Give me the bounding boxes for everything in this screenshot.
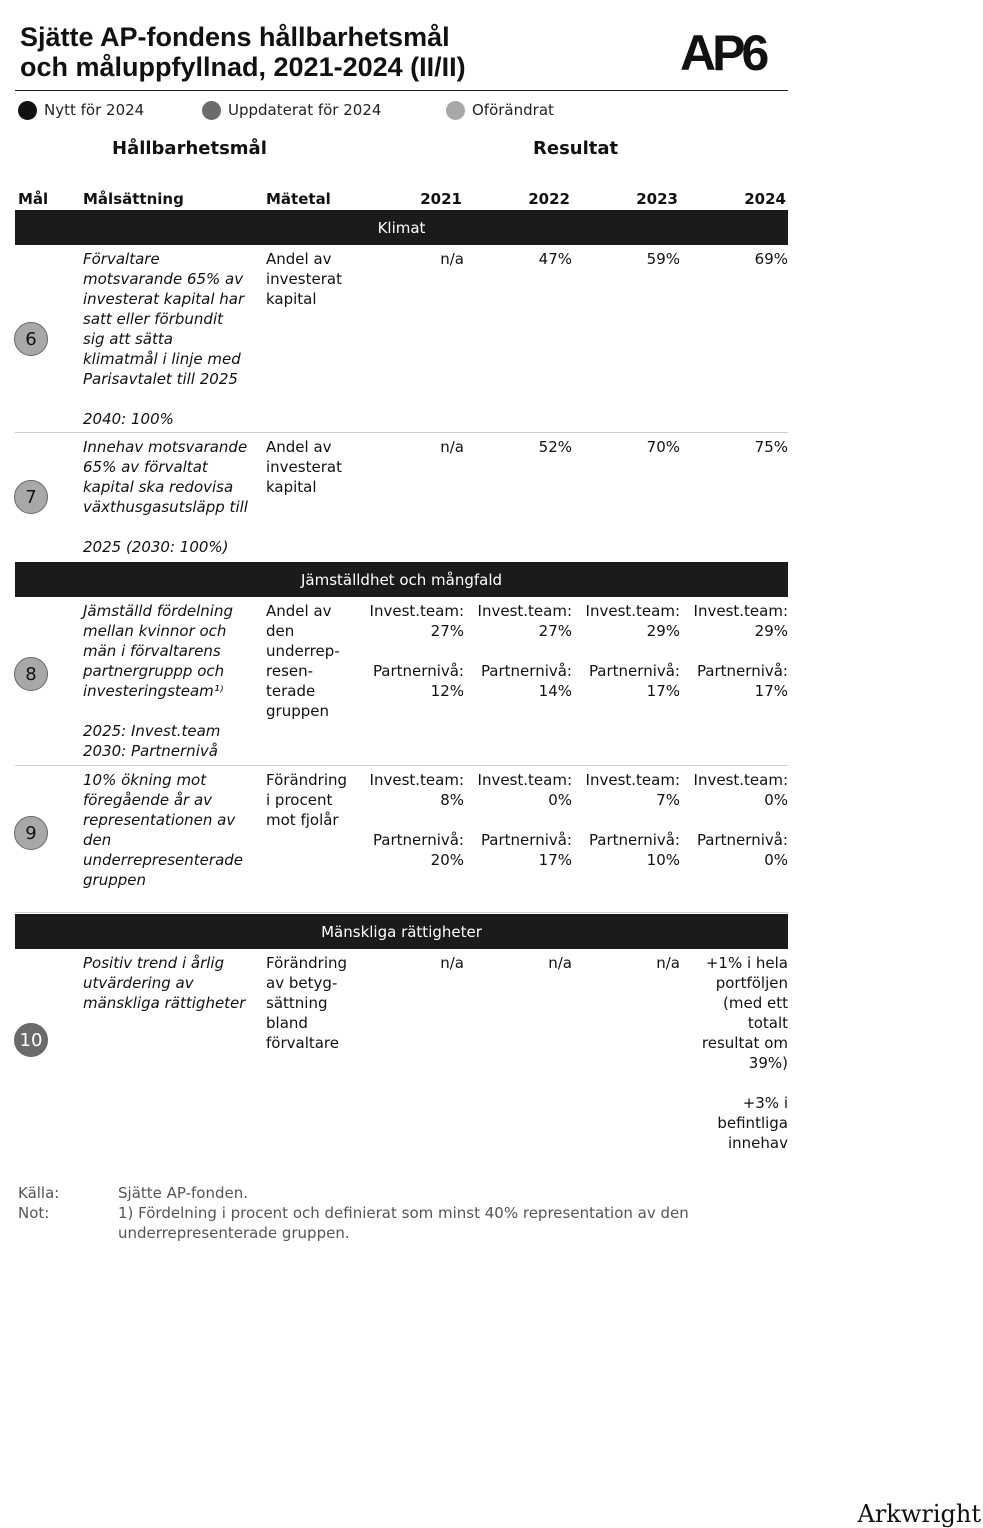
value-2022: Invest.team: 0% Partnernivå: 17% [477, 771, 572, 869]
goal-text: Jämställd fördelning mellan kvinnor och män i förvaltarens partnergruppp och investeringsteam¹⁾ 2025: Invest.team 2030: Partnernivå [83, 602, 233, 760]
column-header-mal: Mål [18, 190, 49, 208]
value-2021: n/a [440, 250, 464, 268]
value-2023: 59% [646, 250, 680, 268]
value-2024: Invest.team: 0% Partnernivå: 0% [693, 771, 788, 869]
source-text: Sjätte AP-fonden. [118, 1184, 249, 1202]
column-header-2024: 2024 [744, 190, 786, 208]
value-2022: 52% [538, 438, 572, 456]
note-label: Not: [18, 1204, 50, 1222]
row-divider [15, 912, 788, 913]
column-header-2022: 2022 [528, 190, 570, 208]
source-label: Källa: [18, 1184, 60, 1202]
group-header-results: Resultat [533, 138, 619, 159]
value-2022: n/a [548, 954, 572, 972]
column-header-2021: 2021 [420, 190, 462, 208]
legend-dot-unchanged [446, 101, 465, 120]
page-title [20, 22, 640, 82]
section-band-jamstalldhet: Jämställdhet och mångfald [15, 562, 788, 597]
column-header-malsattning: Målsättning [83, 190, 184, 208]
goal-number-badge: 10 [14, 1023, 48, 1057]
legend-item-new [18, 100, 144, 120]
value-2021: Invest.team: 8% Partnernivå: 20% [369, 771, 464, 869]
value-2023: Invest.team: 7% Partnernivå: 10% [585, 771, 680, 869]
legend-label-unchanged: Oförändrat [472, 101, 554, 119]
legend-dot-new [18, 101, 37, 120]
ap6-logo: AP6 [680, 25, 766, 81]
column-header-matetal: Mätetal [266, 190, 331, 208]
metric-text: Förändring i procent mot fjolår [266, 771, 348, 829]
value-2024: 75% [754, 438, 788, 456]
goal-number-badge: 8 [14, 657, 48, 691]
value-2023: 70% [646, 438, 680, 456]
row-divider [15, 432, 788, 433]
goal-number-badge: 7 [14, 480, 48, 514]
column-header-2023: 2023 [636, 190, 678, 208]
legend-dot-updated [202, 101, 221, 120]
value-2022: Invest.team: 27% Partnernivå: 14% [477, 602, 572, 700]
metric-text: Andel av den underrep- resen- terade gruppen [266, 602, 340, 720]
goal-text: Positiv trend i årlig utvärdering av mänskliga rättigheter [83, 954, 246, 1012]
legend-item-unchanged [446, 100, 554, 120]
metric-text: Andel av investerat kapital [266, 250, 342, 308]
legend-label-new: Nytt för 2024 [44, 101, 145, 119]
brand-wordmark: Arkwright [857, 1500, 981, 1528]
value-2023: Invest.team: 29% Partnernivå: 17% [585, 602, 680, 700]
goal-number-badge: 6 [14, 322, 48, 356]
value-2024: Invest.team: 29% Partnernivå: 17% [693, 602, 788, 700]
section-band-klimat: Klimat [15, 210, 788, 245]
goal-text: Förvaltare motsvarande 65% av investerat kapital har satt eller förbundit sig att sätta klimatmål i linje med Parisavtalet till 2025 2040: 100% [83, 250, 245, 428]
goal-text: 10% ökning mot föregående år av representationen av den underrepresenterade gruppen [83, 771, 244, 889]
row-divider [15, 765, 788, 766]
metric-text: Förändring av betyg- sättning bland förvaltare [266, 954, 348, 1052]
goal-number-badge: 9 [14, 816, 48, 850]
value-2021: Invest.team: 27% Partnernivå: 12% [369, 602, 464, 700]
value-2023: n/a [656, 954, 680, 972]
value-2021: n/a [440, 954, 464, 972]
metric-text: Andel av investerat kapital [266, 438, 342, 496]
value-2024: +1% i hela portföljen (med ett totalt resultat om 39%) +3% i befintliga innehav [701, 954, 788, 1152]
section-band-rattigheter: Mänskliga rättigheter [15, 914, 788, 949]
note-text: 1) Fördelning i procent och definierat som minst 40% representation av den underrepresenterade gruppen. [118, 1204, 689, 1242]
title-line-1: Sjätte AP-fondens hållbarhetsmål [20, 22, 450, 52]
legend-item-updated [202, 100, 381, 120]
value-2021: n/a [440, 438, 464, 456]
legend-label-updated: Uppdaterat för 2024 [228, 101, 382, 119]
goal-text: Innehav motsvarande 65% av förvaltat kapital ska redovisa växthusgasutsläpp till 2025 (2030: 100%) [83, 438, 248, 556]
value-2022: 47% [538, 250, 572, 268]
value-2024: 69% [754, 250, 788, 268]
title-line-2: och måluppfyllnad, 2021-2024 (II/II) [20, 52, 466, 82]
header-divider [15, 90, 788, 91]
group-header-goals: Hållbarhetsmål [112, 138, 267, 159]
